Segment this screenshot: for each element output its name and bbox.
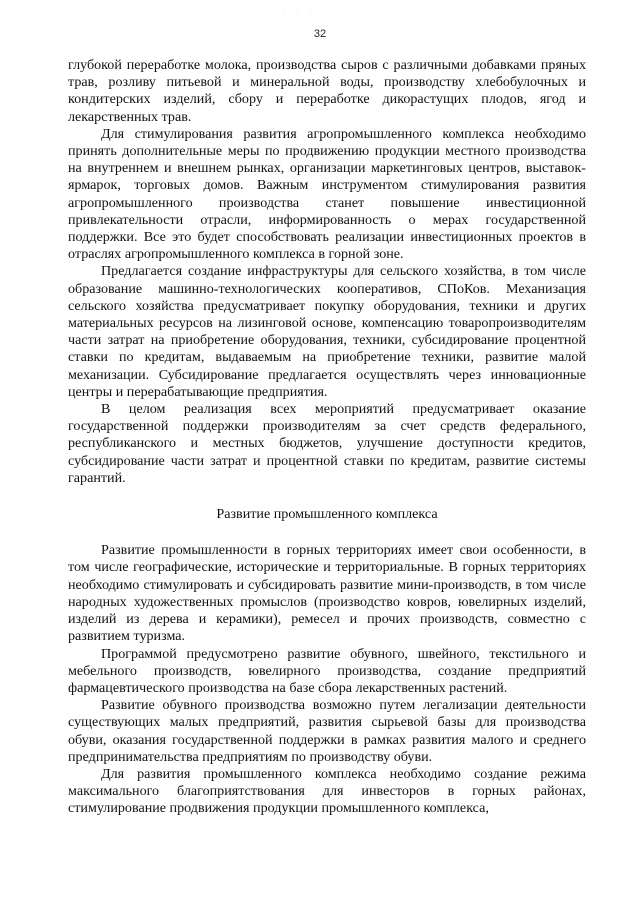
paragraph-program-industries: Программой предусмотрено развитие обувного, швейного, текстильного и мебельного производств, ювелирного производства, создание предприятий фармацевтического производства на базе сбора лекарственных растений. (68, 645, 586, 696)
paragraph-agro-infrastructure: Предлагается создание инфраструктуры для сельского хозяйства, в том числе образование машинно-технологических кооперативов, СПоКов. Механизация сельского хозяйства предусматривает покупку оборудования, техники и других материальных ресурсов на лизинговой основе, компенсацию товаропроизводителям части затрат на приобретение оборудования, техники, субсидирование процентной ставки по кредитам, выдаваемым на приобретение техники, развитие малой механизации. Субсидирование предлагается осуществлять через инновационные центры и перерабатывающие предприятия. (68, 263, 586, 400)
paragraph-continuation: глубокой переработке молока, производства сыров с различными добавками пряных трав, розливу питьевой и минеральной воды, производству хлебобулочных и кондитерских изделий, сбору и переработке дикорастущих плодов, ягод и лекарственных трав. (68, 57, 586, 125)
paragraph-agro-stimulation: Для стимулирования развития агропромышленного комплекса необходимо принять дополнительные меры по продвижению продукции местного производства на внутреннем и внешнем рынках, организации маркетинговых центров, выставок-ярмарок, торговых домов. Важным инструментом стимулирования развития агропромышленного производства станет повышение инвестиционной привлекательности отрасли, информированность о мерах государственной поддержки. Все это будет способствовать реализации инвестиционных проектов в отраслях агропромышленного комплекса в горной зоне. (68, 125, 586, 263)
document-body (68, 57, 586, 818)
paragraph-state-support: В целом реализация всех мероприятий предусматривает оказание государственной поддержки производителям за счет средств федерального, республиканского и местных бюджетов, улучшение доступности кредитов, субсидирование части затрат и процентной ставки по кредитам, развитие системы гарантий. (68, 401, 586, 486)
section-heading: Развитие промышленного комплекса (216, 506, 438, 523)
paragraph-investors: Для развития промышленного комплекса необходимо создание режима максимального благоприятствования для инвесторов в горных районах, стимулирование продвижения продукции промышленного комплекса, (68, 765, 586, 817)
paragraph-industry-mountains: Развитие промышленности в горных территориях имеет свои особенности, в том числе географические, исторические и территориальные. В горных территориях необходимо стимулировать и субсидировать развитие мини-производств, в том числе народных художественных промыслов (производство ковров, ювелирных изделий, изделий из дерева и керамики), ремесел и прочих производств, совместно с развитием туризма. (68, 542, 586, 645)
page-number: 32 (313, 28, 327, 40)
scan-artifact: · · · (282, 8, 316, 15)
paragraph-footwear: Развитие обувного производства возможно путем легализации деятельности существующих малых предприятий, развития сырьевой базы для производства обуви, оказания государственной поддержки в рамках развития малого и среднего предпринимательства предприятиям по производству обуви. (68, 697, 586, 765)
